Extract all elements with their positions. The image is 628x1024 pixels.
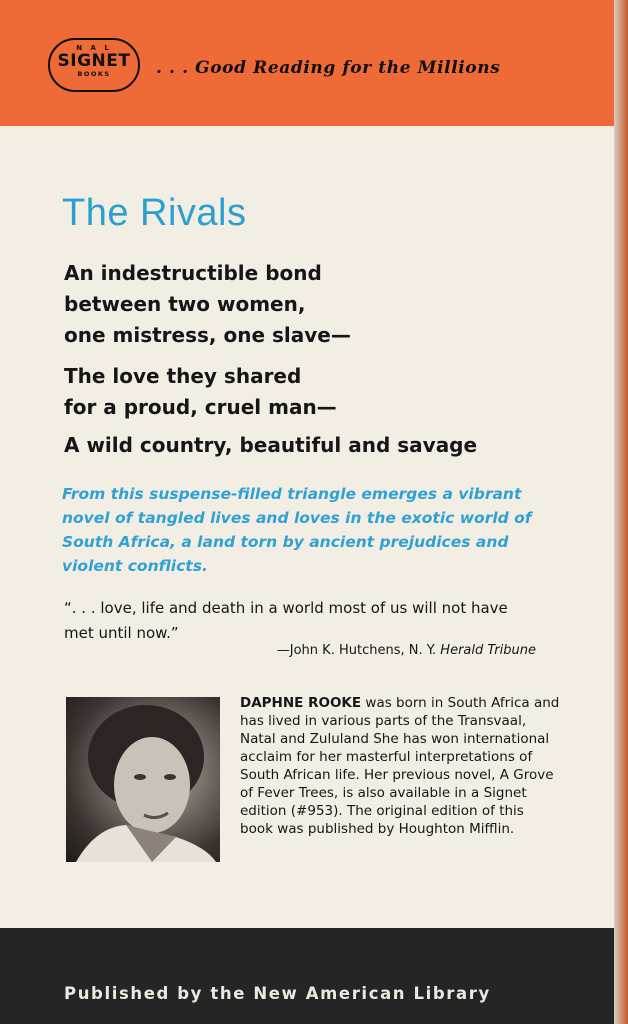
pitch-line: A wild country, beautiful and savage: [64, 433, 478, 457]
author-name: DAPHNE ROOKE: [240, 695, 362, 711]
review-quote: “. . . love, life and death in a world most of us will not have met until now.”: [64, 599, 508, 642]
attribution-source: Herald Tribune: [440, 643, 536, 658]
book-title: The Rivals: [62, 192, 247, 234]
tagline: . . . Good Reading for the Millions: [156, 58, 501, 78]
pitch-block-2: [64, 361, 544, 423]
pitch-line: An indestructible bond: [64, 261, 322, 285]
signet-logo: [48, 38, 140, 92]
author-photo: [66, 697, 220, 862]
attribution-author: —John K. Hutchens, N. Y.: [276, 643, 441, 658]
author-bio-text: was born in South Africa and has lived in various parts of the Transvaal, Natal and Zululand She has won international acclaim for her masterful interpretations of South African life. Her previous novel, A Grove of Fever Trees, is also available in a Signet edition (#953). The original edition of this book was published by Houghton Mifflin.: [240, 695, 560, 837]
pitch-line: The love they shared: [64, 364, 302, 388]
pitch-line: between two women,: [64, 292, 306, 316]
description: From this suspense-filled triangle emerges a vibrant novel of tangled lives and loves in the exotic world of South Africa, a land torn by ancient prejudices and violent conflicts.: [62, 485, 532, 575]
pitch-block-3: [64, 430, 544, 461]
logo-name: SIGNET: [57, 51, 131, 71]
pitch-line: one mistress, one slave—: [64, 323, 351, 347]
header-band: [0, 0, 614, 126]
pitch-line: for a proud, cruel man—: [64, 395, 337, 419]
logo-nal: N A L: [76, 44, 112, 52]
cover-edge: [614, 0, 628, 1024]
author-bio: [240, 694, 560, 838]
logo-books: BOOKS: [77, 70, 111, 78]
author-portrait: [66, 697, 220, 862]
review-attribution: [277, 643, 536, 658]
pitch-block-1: [64, 258, 544, 351]
footer-band: [0, 928, 628, 1024]
publisher-line: Published by the New American Library: [64, 984, 491, 1003]
